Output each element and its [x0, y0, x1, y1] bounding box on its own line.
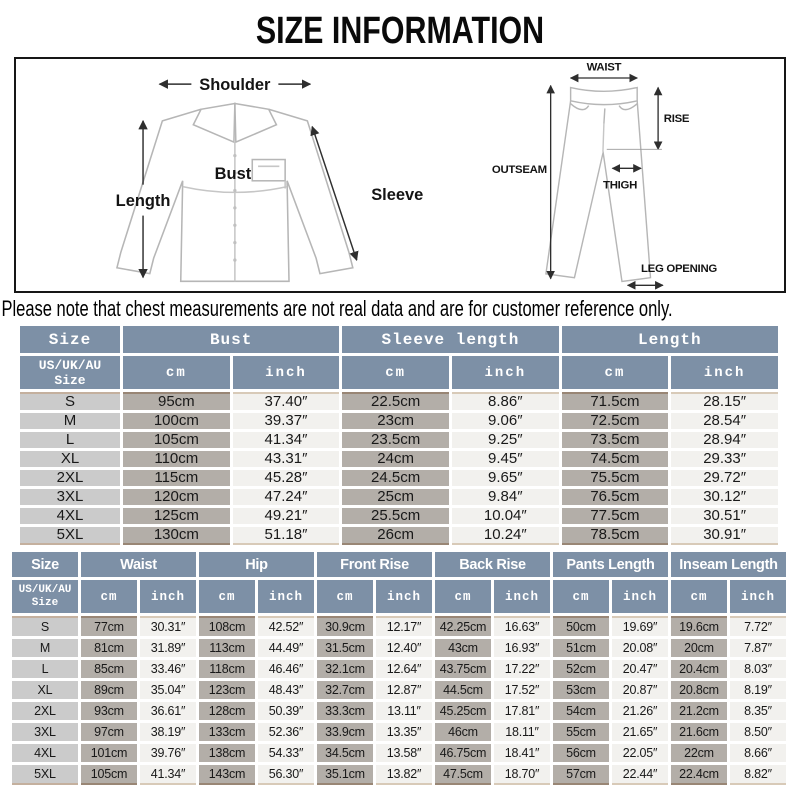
shirt-size-table [17, 323, 781, 548]
cm-value-cell: 23cm [342, 413, 449, 429]
cm-value-cell: 105cm [81, 765, 137, 785]
cm-value-cell: 22cm [671, 744, 727, 762]
inch-value-cell: 47.24″ [233, 489, 340, 505]
unit-header-inch: inch [233, 356, 340, 389]
waist-label: WAIST [586, 61, 621, 74]
cm-value-cell: 32.7cm [317, 681, 373, 699]
sleeve-label: Sleeve [371, 186, 424, 205]
cm-value-cell: 57cm [553, 765, 609, 785]
inch-value-cell: 13.58″ [376, 744, 432, 762]
inch-value-cell: 22.44″ [612, 765, 668, 785]
size-cell: 2XL [12, 702, 78, 720]
cm-value-cell: 21.6cm [671, 723, 727, 741]
size-cell: M [20, 413, 120, 429]
inch-value-cell: 39.76″ [140, 744, 196, 762]
cm-value-cell: 115cm [123, 470, 230, 486]
inch-value-cell: 8.03″ [730, 660, 786, 678]
inch-value-cell: 44.49″ [258, 639, 314, 657]
thigh-label: THIGH [602, 179, 637, 192]
inch-value-cell: 16.93″ [494, 639, 550, 657]
size-column-header: Size [20, 326, 120, 353]
inch-value-cell: 20.47″ [612, 660, 668, 678]
cm-value-cell: 125cm [123, 508, 230, 524]
cm-value-cell: 93cm [81, 702, 137, 720]
table-row [12, 765, 786, 785]
cm-value-cell: 133cm [199, 723, 255, 741]
unit-header-inch: inch [730, 580, 786, 613]
cm-value-cell: 76.5cm [562, 489, 669, 505]
cm-value-cell: 77cm [81, 616, 137, 636]
cm-value-cell: 120cm [123, 489, 230, 505]
inch-value-cell: 13.35″ [376, 723, 432, 741]
outseam-label: OUTSEAM [491, 164, 547, 177]
inch-value-cell: 28.94″ [671, 432, 778, 448]
inch-value-cell: 8.50″ [730, 723, 786, 741]
cm-value-cell: 128cm [199, 702, 255, 720]
inch-value-cell: 19.69″ [612, 616, 668, 636]
group-header-sleeve-length: Sleeve length [342, 326, 558, 353]
inch-value-cell: 22.05″ [612, 744, 668, 762]
table-row [12, 660, 786, 678]
cm-value-cell: 44.5cm [435, 681, 491, 699]
inch-value-cell: 18.70″ [494, 765, 550, 785]
inch-value-cell: 10.24″ [452, 527, 559, 545]
cm-value-cell: 30.9cm [317, 616, 373, 636]
cm-value-cell: 33.9cm [317, 723, 373, 741]
cm-value-cell: 123cm [199, 681, 255, 699]
unit-header-cm: cm [342, 356, 449, 389]
size-cell: L [12, 660, 78, 678]
cm-value-cell: 33.3cm [317, 702, 373, 720]
table-row [12, 702, 786, 720]
inch-value-cell: 8.86″ [452, 392, 559, 410]
reference-note: Please note that chest measurements are not real data and are for customer reference only. [1, 296, 673, 321]
inch-value-cell: 20.87″ [612, 681, 668, 699]
table-row [20, 451, 778, 467]
cm-value-cell: 74.5cm [562, 451, 669, 467]
inch-value-cell: 8.82″ [730, 765, 786, 785]
inch-value-cell: 9.45″ [452, 451, 559, 467]
inch-value-cell: 46.46″ [258, 660, 314, 678]
unit-header-row [20, 356, 778, 389]
cm-value-cell: 25.5cm [342, 508, 449, 524]
table-row [20, 432, 778, 448]
size-cell: S [12, 616, 78, 636]
cm-value-cell: 138cm [199, 744, 255, 762]
inch-value-cell: 13.82″ [376, 765, 432, 785]
unit-header-inch: inch [671, 356, 778, 389]
cm-value-cell: 32.1cm [317, 660, 373, 678]
cm-value-cell: 108cm [199, 616, 255, 636]
cm-value-cell: 97cm [81, 723, 137, 741]
bust-label: Bust [214, 164, 252, 183]
size-cell: 5XL [12, 765, 78, 785]
inch-value-cell: 18.41″ [494, 744, 550, 762]
inch-value-cell: 21.26″ [612, 702, 668, 720]
cm-value-cell: 130cm [123, 527, 230, 545]
size-cell: 2XL [20, 470, 120, 486]
leg-opening-label: LEG OPENING [640, 262, 717, 275]
table-row [12, 744, 786, 762]
cm-value-cell: 71.5cm [562, 392, 669, 410]
cm-value-cell: 56cm [553, 744, 609, 762]
shoulder-label: Shoulder [199, 75, 271, 94]
unit-header-cm: cm [671, 580, 727, 613]
cm-value-cell: 31.5cm [317, 639, 373, 657]
inch-value-cell: 16.63″ [494, 616, 550, 636]
unit-header-cm: cm [199, 580, 255, 613]
inch-value-cell: 28.15″ [671, 392, 778, 410]
cm-value-cell: 85cm [81, 660, 137, 678]
inch-value-cell: 9.06″ [452, 413, 559, 429]
size-cell: XL [20, 451, 120, 467]
inch-value-cell: 35.04″ [140, 681, 196, 699]
table-row [20, 489, 778, 505]
cm-value-cell: 101cm [81, 744, 137, 762]
size-cell: 3XL [20, 489, 120, 505]
inch-value-cell: 29.72″ [671, 470, 778, 486]
inch-value-cell: 12.64″ [376, 660, 432, 678]
group-header-inseam-length: Inseam Length [671, 552, 786, 577]
unit-header-inch: inch [376, 580, 432, 613]
unit-header-cm: cm [81, 580, 137, 613]
inch-value-cell: 8.66″ [730, 744, 786, 762]
inch-value-cell: 43.31″ [233, 451, 340, 467]
inch-value-cell: 48.43″ [258, 681, 314, 699]
page-title: SIZE INFORMATION [255, 10, 545, 52]
cm-value-cell: 43cm [435, 639, 491, 657]
unit-header-inch: inch [494, 580, 550, 613]
unit-header-inch: inch [612, 580, 668, 613]
cm-value-cell: 23.5cm [342, 432, 449, 448]
table-row [20, 392, 778, 410]
cm-value-cell: 81cm [81, 639, 137, 657]
cm-value-cell: 22.4cm [671, 765, 727, 785]
cm-value-cell: 77.5cm [562, 508, 669, 524]
unit-header-cm: cm [123, 356, 230, 389]
inch-value-cell: 13.11″ [376, 702, 432, 720]
inch-value-cell: 39.37″ [233, 413, 340, 429]
pants-size-table [9, 549, 789, 788]
cm-value-cell: 21.2cm [671, 702, 727, 720]
cm-value-cell: 50cm [553, 616, 609, 636]
inch-value-cell: 12.40″ [376, 639, 432, 657]
size-cell: 4XL [20, 508, 120, 524]
group-header-back-rise: Back Rise [435, 552, 550, 577]
group-header-bust: Bust [123, 326, 339, 353]
cm-value-cell: 47.5cm [435, 765, 491, 785]
cm-value-cell: 73.5cm [562, 432, 669, 448]
cm-value-cell: 143cm [199, 765, 255, 785]
table-row [20, 413, 778, 429]
inch-value-cell: 12.87″ [376, 681, 432, 699]
cm-value-cell: 20cm [671, 639, 727, 657]
inch-value-cell: 17.81″ [494, 702, 550, 720]
inch-value-cell: 31.89″ [140, 639, 196, 657]
size-cell: 4XL [12, 744, 78, 762]
table-row [12, 681, 786, 699]
cm-value-cell: 89cm [81, 681, 137, 699]
cm-value-cell: 53cm [553, 681, 609, 699]
size-cell: L [20, 432, 120, 448]
cm-value-cell: 35.1cm [317, 765, 373, 785]
cm-value-cell: 113cm [199, 639, 255, 657]
table-row [12, 723, 786, 741]
inch-value-cell: 33.46″ [140, 660, 196, 678]
size-cell: 3XL [12, 723, 78, 741]
cm-value-cell: 20.4cm [671, 660, 727, 678]
cm-value-cell: 43.75cm [435, 660, 491, 678]
cm-value-cell: 46cm [435, 723, 491, 741]
cm-value-cell: 51cm [553, 639, 609, 657]
unit-header-row [12, 580, 786, 613]
inch-value-cell: 17.52″ [494, 681, 550, 699]
inch-value-cell: 21.65″ [612, 723, 668, 741]
cm-value-cell: 95cm [123, 392, 230, 410]
group-header-row [20, 326, 778, 353]
inch-value-cell: 41.34″ [233, 432, 340, 448]
inch-value-cell: 30.51″ [671, 508, 778, 524]
size-standard-header: US/UK/AU Size [12, 580, 78, 613]
table-row [20, 527, 778, 545]
unit-header-inch: inch [452, 356, 559, 389]
unit-header-cm: cm [553, 580, 609, 613]
length-label: Length [115, 191, 171, 210]
cm-value-cell: 55cm [553, 723, 609, 741]
pants-diagram [454, 59, 784, 291]
cm-value-cell: 110cm [123, 451, 230, 467]
size-cell: S [20, 392, 120, 410]
size-cell: XL [12, 681, 78, 699]
inch-value-cell: 37.40″ [233, 392, 340, 410]
inch-value-cell: 36.61″ [140, 702, 196, 720]
cm-value-cell: 78.5cm [562, 527, 669, 545]
inch-value-cell: 56.30″ [258, 765, 314, 785]
inch-value-cell: 29.33″ [671, 451, 778, 467]
table-row [12, 639, 786, 657]
inch-value-cell: 54.33″ [258, 744, 314, 762]
inch-value-cell: 8.19″ [730, 681, 786, 699]
group-header-front-rise: Front Rise [317, 552, 432, 577]
shirt-diagram [16, 59, 454, 291]
group-header-pants-length: Pants Length [553, 552, 668, 577]
unit-header-inch: inch [258, 580, 314, 613]
cm-value-cell: 24cm [342, 451, 449, 467]
cm-value-cell: 19.6cm [671, 616, 727, 636]
cm-value-cell: 22.5cm [342, 392, 449, 410]
inch-value-cell: 9.25″ [452, 432, 559, 448]
inch-value-cell: 9.84″ [452, 489, 559, 505]
cm-value-cell: 26cm [342, 527, 449, 545]
inch-value-cell: 10.04″ [452, 508, 559, 524]
cm-value-cell: 46.75cm [435, 744, 491, 762]
cm-value-cell: 105cm [123, 432, 230, 448]
inch-value-cell: 45.28″ [233, 470, 340, 486]
inch-value-cell: 9.65″ [452, 470, 559, 486]
cm-value-cell: 42.25cm [435, 616, 491, 636]
measurement-diagrams-panel [14, 57, 786, 293]
table-row [20, 470, 778, 486]
cm-value-cell: 25cm [342, 489, 449, 505]
cm-value-cell: 72.5cm [562, 413, 669, 429]
cm-value-cell: 75.5cm [562, 470, 669, 486]
inch-value-cell: 7.72″ [730, 616, 786, 636]
inch-value-cell: 12.17″ [376, 616, 432, 636]
cm-value-cell: 24.5cm [342, 470, 449, 486]
unit-header-cm: cm [562, 356, 669, 389]
unit-header-cm: cm [317, 580, 373, 613]
group-header-length: Length [562, 326, 778, 353]
inch-value-cell: 41.34″ [140, 765, 196, 785]
cm-value-cell: 20.8cm [671, 681, 727, 699]
inch-value-cell: 30.12″ [671, 489, 778, 505]
unit-header-cm: cm [435, 580, 491, 613]
size-cell: M [12, 639, 78, 657]
unit-header-inch: inch [140, 580, 196, 613]
group-header-row [12, 552, 786, 577]
cm-value-cell: 34.5cm [317, 744, 373, 762]
inch-value-cell: 18.11″ [494, 723, 550, 741]
cm-value-cell: 118cm [199, 660, 255, 678]
inch-value-cell: 7.87″ [730, 639, 786, 657]
inch-value-cell: 20.08″ [612, 639, 668, 657]
inch-value-cell: 50.39″ [258, 702, 314, 720]
cm-value-cell: 54cm [553, 702, 609, 720]
inch-value-cell: 30.31″ [140, 616, 196, 636]
inch-value-cell: 30.91″ [671, 527, 778, 545]
inch-value-cell: 38.19″ [140, 723, 196, 741]
inch-value-cell: 49.21″ [233, 508, 340, 524]
inch-value-cell: 17.22″ [494, 660, 550, 678]
inch-value-cell: 28.54″ [671, 413, 778, 429]
group-header-waist: Waist [81, 552, 196, 577]
size-standard-header: US/UK/AU Size [20, 356, 120, 389]
size-cell: 5XL [20, 527, 120, 545]
inch-value-cell: 52.36″ [258, 723, 314, 741]
group-header-hip: Hip [199, 552, 314, 577]
table-row [12, 616, 786, 636]
inch-value-cell: 8.35″ [730, 702, 786, 720]
inch-value-cell: 51.18″ [233, 527, 340, 545]
cm-value-cell: 45.25cm [435, 702, 491, 720]
table-row [20, 508, 778, 524]
size-column-header: Size [12, 552, 78, 577]
rise-label: RISE [663, 112, 690, 125]
cm-value-cell: 52cm [553, 660, 609, 678]
cm-value-cell: 100cm [123, 413, 230, 429]
inch-value-cell: 42.52″ [258, 616, 314, 636]
